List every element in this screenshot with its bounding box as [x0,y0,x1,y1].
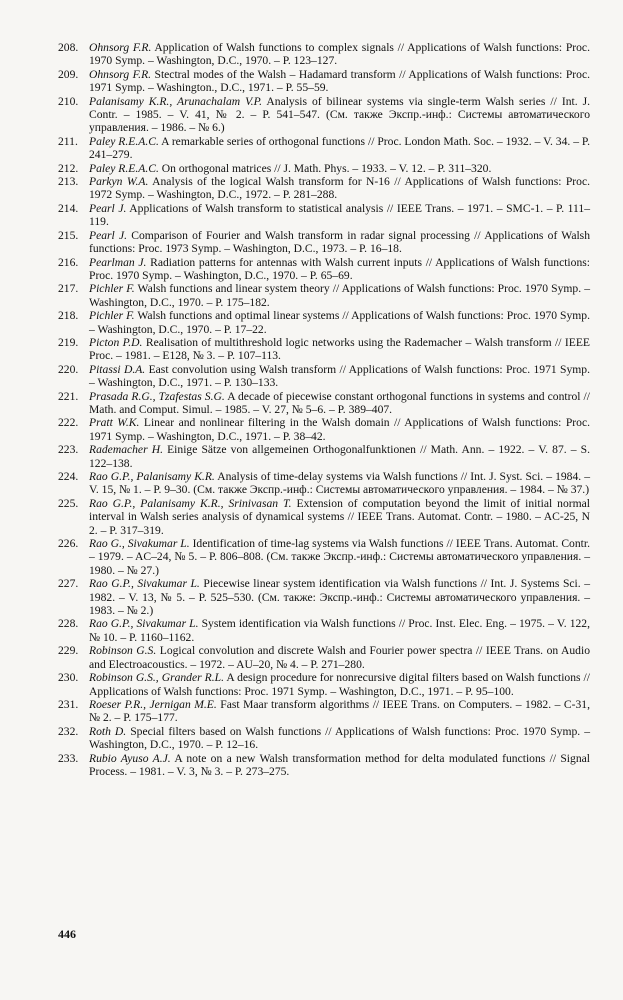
reference-entry [58,95,590,135]
reference-number: 212. [58,161,79,175]
reference-number: 228. [58,617,79,631]
reference-entry [58,256,590,283]
reference-number: 211. [58,134,78,148]
reference-number: 231. [58,697,79,711]
reference-author: Rao G.P., Palanisamy K.R., Srinivasan T. [89,496,292,510]
reference-number: 214. [58,201,79,215]
reference-entry [58,135,590,162]
reference-entry [58,229,590,256]
reference-entry [58,202,590,229]
reference-text: Realisation of multithreshold logic networks using the Rademacher – Walsh transform // IEEE Proc. – 1981. – E128, № 3. – P. 107–113. [89,335,590,363]
reference-author: Pratt W.K. [89,416,140,430]
reference-author: Robinson G.S., Grander R.L. [89,671,224,685]
reference-number: 222. [58,416,79,430]
reference-text: Linear and nonlinear filtering in the Walsh domain // Applications of Walsh functions: Proc. 1971 Symp. – Washington, D.C., 1971. – P. 38–42. [89,416,591,443]
reference-text: Stectral modes of the Walsh – Hadamard transform // Applications of Walsh functions: Proc. 1971 Symp. – Washington., D.C., 1971. – P. 55–59. [89,67,590,95]
reference-text: A note on a new Walsh transformation method for delta modulated functions // Signal Process. – 1981. – V. 3, № 3. – P. 273–275. [89,751,590,778]
reference-author: Picton P.D. [89,335,143,349]
reference-text: Einige Sätze von allgemeinen Orthogonalfunktionen // Math. Ann. – 1922. – V. 87. – S. 122–138. [89,443,590,470]
reference-number: 213. [58,175,79,189]
reference-author: Paley R.E.A.C. [89,134,159,148]
reference-number: 209. [58,67,79,81]
reference-author: Pearl J. [89,201,127,215]
reference-text: A remarkable series of orthogonal functions // Proc. London Math. Soc. – 1932. – V. 34. – P. 241–279. [89,134,590,162]
page-number: 446 [58,927,76,941]
reference-entry [58,68,590,95]
reference-text: Analysis of the logical Walsh transform for N-16 // Applications of Walsh functions: Proc. 1972 Symp. – Washington, D.C., 1972. – P. 281–288. [89,175,590,202]
reference-author: Pichler F. [89,282,135,296]
reference-author: Ohnsorg F.R. [89,67,152,81]
reference-text: On orthogonal matrices // J. Math. Phys. – 1933. – V. 12. – P. 311–320. [158,161,492,175]
reference-entry [58,175,590,202]
reference-text: Analysis of time-delay systems via Walsh functions // Int. J. Syst. Sci. – 1984. – V. 15, № 1. – P. 9–30. (См. также Экспр.-инф.: Системы автоматического управления. – 1984. – № 37.) [89,470,590,497]
reference-author: Pitassi D.A. [89,362,146,376]
reference-number: 232. [58,724,79,738]
reference-number: 233. [58,751,79,765]
reference-entry [58,162,590,175]
reference-author: Roth D. [89,724,127,738]
reference-number: 225. [58,496,79,510]
reference-text: Walsh functions and optimal linear systems // Applications of Walsh functions: Proc. 1970 Symp. – Washington, D.C., 1970. – P. 17–22. [89,309,590,336]
reference-author: Rao G.P., Sivakumar L. [89,577,200,591]
reference-author: Robinson G.S. [89,644,157,658]
reference-author: Rao G.P., Sivakumar L. [89,617,199,631]
reference-entry [58,416,590,443]
reference-text: Walsh functions and linear system theory // Applications of Walsh functions: Proc. 1970 Symp. – Washington, D.C., 1970. – P. 175–182. [89,282,590,309]
reference-author: Prasada R.G., Tzafestas S.G. [89,389,225,403]
reference-author: Rubio Ayuso A.J. [89,751,171,765]
reference-text: A decade of piecewise constant orthogonal functions in systems and control // Math. and Comput. Simul. – 1985. – V. 27, № 5–6. – P. 389–407. [89,389,590,416]
reference-entry [58,363,590,390]
reference-number: 223. [58,443,79,457]
reference-entry [58,336,590,363]
reference-entry [58,497,590,537]
reference-number: 208. [58,41,79,54]
reference-entry [58,698,590,725]
reference-text: Identification of time-lag systems via Walsh functions // IEEE Trans. Automat. Contr. – 1979. – AC–24, № 5. – P. 806–808. (См. также Экспр.-инф.: Системы автоматического управления. – 1980. – № 27.) [89,537,590,577]
reference-author: Paley R.E.A.C. [89,161,159,175]
reference-author: Pearl J. [89,228,128,242]
reference-entry [58,470,590,497]
reference-text: Application of Walsh functions to complex signals // Applications of Walsh functions: Proc. 1970 Symp. – Washington, D.C., 1970. – P. 123–127. [89,41,590,68]
reference-number: 224. [58,470,79,483]
reference-text: Fast Maar transform algorithms // IEEE Trans. on Computers. – 1982. – C-31, № 2. – P. 175–177. [89,697,590,725]
reference-author: Palanisamy K.R., Arunachalam V.P. [89,94,263,108]
reference-entry [58,752,590,779]
reference-number: 229. [58,644,79,658]
reference-number: 210. [58,94,79,108]
reference-author: Pichler F. [89,309,135,323]
reference-list [58,41,590,778]
reference-number: 219. [58,335,79,349]
reference-entry [58,390,590,417]
reference-entry [58,41,590,68]
reference-entry [58,282,590,309]
reference-text: Piecewise linear system identification via Walsh functions // Int. J. Systems Sci. – 1982. – V. 13, № 5. – P. 525–530. (См. также: Экспр.-инф.: Системы автоматического управления. – 1983. – № 2.) [89,577,590,618]
reference-number: 230. [58,671,79,685]
reference-entry [58,644,590,671]
reference-text: Analysis of bilinear systems via single-term Walsh series // Int. J. Contr. – 1985. – V. 41, № 2. – P. 541–547. (См. также Экспр.-инф.: Системы автоматического управления. – 1986. – № 6.) [89,94,590,135]
reference-text: System identification via Walsh functions // Proc. Inst. Elec. Eng. – 1975. – V. 122, № 10. – P. 1160–1162. [89,617,590,644]
reference-text: Extension of computation beyond the limit of initial normal interval in Walsh series analysis of dynamical systems // IEEE Trans. Automat. Contr. – 1980. – AC-25, N 2. – P. 317–319. [89,496,591,537]
reference-number: 227. [58,577,79,591]
reference-number: 217. [58,282,79,296]
reference-text: Comparison of Fourier and Walsh transform in radar signal processing // Applications of Walsh functions: Proc. 1973 Symp. – Washington, D.C., 1973. – P. 16–18. [89,228,590,256]
reference-entry [58,443,590,470]
reference-number: 220. [58,362,79,376]
reference-author: Pearlman J. [89,255,147,269]
reference-entry [58,671,590,698]
reference-text: Special filters based on Walsh functions // Applications of Walsh functions: Proc. 1970 Symp. – Washington, D.C., 1970. – P. 12–16. [89,724,590,752]
reference-entry [58,577,590,617]
reference-entry [58,537,590,577]
reference-text: Radiation patterns for antennas with Walsh current inputs // Applications of Walsh functions: Proc. 1970 Symp. – Washington, D.C., 1970. – P. 65–69. [89,255,590,282]
reference-text: Applications of Walsh transform to statistical analysis // IEEE Trans. – 1971. – SMC-1. – P. 111–119. [89,201,591,229]
reference-text: East convolution using Walsh transform // Applications of Walsh functions: Proc. 1971 Symp. – Washington, D.C., 1971. – P. 130–133. [89,362,590,390]
reference-entry [58,617,590,644]
reference-author: Ohnsorg F.R. [89,41,152,54]
reference-number: 218. [58,309,79,323]
reference-author: Parkyn W.A. [89,175,149,189]
reference-text: A design procedure for nonrecursive digital filters based on Walsh functions // Applications of Walsh functions: Proc. 1971 Symp. – Washington, D.C., 1971. – P. 95–100. [89,671,590,698]
reference-number: 216. [58,255,79,269]
reference-author: Rademacher H. [89,443,163,457]
reference-author: Rao G., Sivakumar L. [89,537,190,551]
reference-text: Logical convolution and discrete Walsh and Fourier power spectra // IEEE Trans. on Audio and Electroacoustics. – 1972. – AU–20, № 4. – P. 271–280. [89,644,591,671]
reference-entry [58,725,590,752]
reference-number: 221. [58,389,79,403]
reference-author: Roeser P.R., Jernigan M.E. [89,697,217,711]
reference-number: 215. [58,228,79,242]
reference-author: Rao G.P., Palanisamy K.R. [89,470,215,483]
reference-number: 226. [58,537,79,551]
reference-entry [58,309,590,336]
